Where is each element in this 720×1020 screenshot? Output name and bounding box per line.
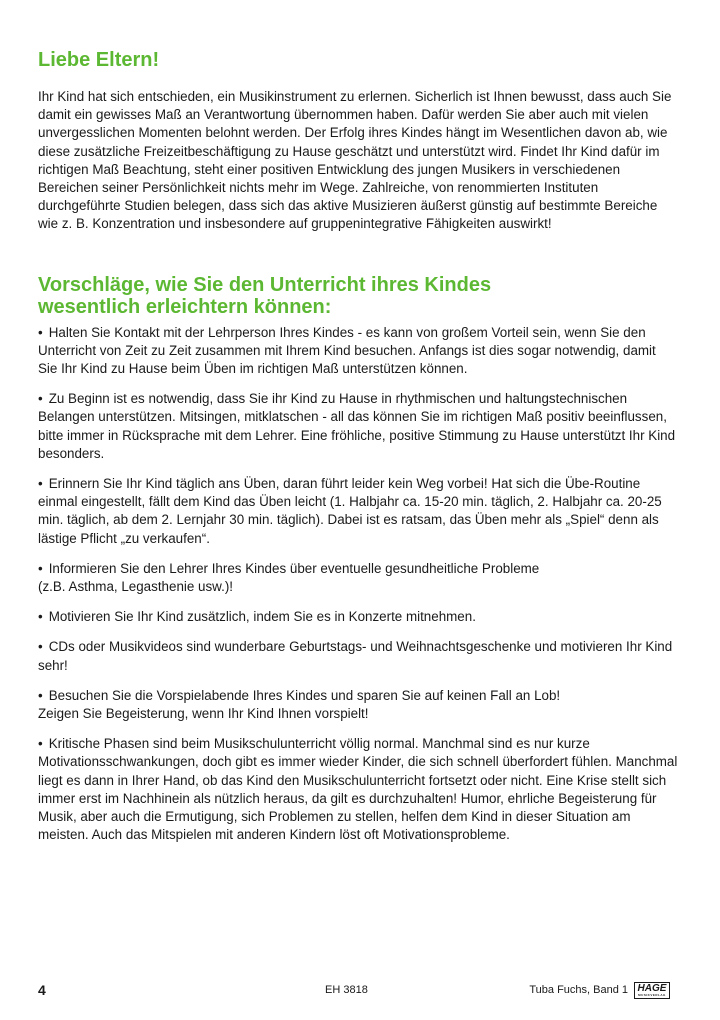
- page-number: 4: [38, 982, 46, 998]
- bullet-icon: •: [38, 736, 43, 752]
- tip-item: [38, 687, 678, 723]
- tip-text: Erinnern Sie Ihr Kind täglich ans Üben, daran führt leider kein Weg vorbei! Hat sich die Übe-Routine einmal eingestellt, fällt dem Kind das Üben leicht (1. Halbjahr ca. 15-20 min. täglich, 2. Halbjahr ca. 20-25 min. täglich, ab dem 2. Lernjahr 30 min. täglich). Dabei ist es ratsam, das Üben mehr als „Spiel“ denn als lästige Pflicht „zu verkaufen“.: [38, 476, 662, 546]
- publisher-logo-text: HAGE: [637, 983, 667, 994]
- heading-vorschlaege-line1: Vorschläge, wie Sie den Unterricht ihres Kindes: [38, 273, 492, 296]
- tip-item: [38, 560, 678, 596]
- page-content: [38, 48, 678, 857]
- tip-text: Besuchen Sie die Vorspielabende Ihres Kindes und sparen Sie auf keinen Fall an Lob! Zeigen Sie Begeisterung, wenn Ihr Kind Ihnen vorspielt!: [38, 687, 561, 722]
- tips-list: [38, 324, 678, 845]
- tip-item: [38, 638, 678, 674]
- heading-vorschlaege-line2: wesentlich erleichtern können:: [38, 295, 332, 318]
- publisher-logo-subtext: MUSIKVERLAG: [638, 993, 666, 997]
- intro-paragraph: Ihr Kind hat sich entschieden, ein Musikinstrument zu erlernen. Sicherlich ist Ihnen bewusst, dass auch Sie damit ein gewisses Maß an Verantwortung übernommen haben. Dafür werden Sie aber auch mit vielen unvergesslichen Momenten belohnt werden. Der Erfolg ihres Kindes hängt im Wesentlichen davon ab, wie diese zusätzliche Freizeitbeschäftigung zu Hause geschätzt und unterstützt wird. Findet Ihr Kind dafür im richtigen Maß Beachtung, steht einer positiven Entwicklung des jungen Musikers in verschiedenen Bereichen seiner Persönlichkeit nichts mehr im Wege. Zahlreiche, von renommierten Instituten durchgeführte Studien belegen, dass sich das aktive Musizieren äußerst günstig auf bestimmte Bereiche wie z. B. Konzentration und insbesondere auf gruppenintegrative Fähigkeiten auswirkt!: [38, 89, 672, 232]
- bullet-icon: •: [38, 391, 43, 407]
- bullet-icon: •: [38, 609, 43, 625]
- tip-text: Informieren Sie den Lehrer Ihres Kindes über eventuelle gesundheitliche Probleme (z.B. Asthma, Legasthenie usw.)!: [38, 560, 540, 595]
- tip-item: [38, 475, 678, 548]
- book-title: Tuba Fuchs, Band 1: [529, 984, 628, 996]
- heading-vorschlaege: [38, 274, 678, 318]
- tip-text: Kritische Phasen sind beim Musikschulunterricht völlig normal. Manchmal sind es nur kurze Motivationsschwankungen, doch gibt es immer wieder Kinder, die sich schnell überfordert fühlen. Manchmal liegt es dann in Ihrer Hand, ob das Kind den Musikschulunterricht fortsetzt oder nicht. Eine Krise stellt sich immer erst im Nachhinein als nützlich heraus, da gilt es durchzuhalten! Humor, ehrliche Begeisterung für Musik, aber auch die Ermutigung, sich Problemen zu stellen, helfen dem Kind in dieser Situation am meisten. Auch das Mitspielen mit anderen Kindern löst oft Motivationsprobleme.: [38, 736, 678, 843]
- bullet-icon: •: [38, 639, 43, 655]
- tip-item: [38, 608, 678, 626]
- page-footer: [38, 982, 670, 1002]
- tip-item: [38, 324, 678, 379]
- bullet-icon: •: [38, 560, 43, 576]
- bullet-icon: •: [38, 476, 43, 492]
- tip-item: [38, 390, 678, 463]
- bullet-icon: •: [38, 687, 43, 703]
- bullet-icon: •: [38, 324, 43, 340]
- tip-text: Halten Sie Kontakt mit der Lehrperson Ihres Kindes - es kann von großem Vorteil sein, wenn Sie den Unterricht von Zeit zu Zeit zusammen mit Ihrem Kind besuchen. Anfangs ist dies sogar notwendig, damit Sie Ihr Kind zu Hause beim Üben im richtigen Maß unterstützen können.: [38, 324, 656, 377]
- tip-text: Motivieren Sie Ihr Kind zusätzlich, indem Sie es in Konzerte mitnehmen.: [48, 609, 476, 625]
- tip-text: CDs oder Musikvideos sind wunderbare Geburtstags- und Weihnachtsgeschenke und motivieren Ihr Kind sehr!: [38, 639, 673, 673]
- heading-liebe-eltern: Liebe Eltern!: [38, 49, 160, 71]
- tip-item: [38, 735, 678, 844]
- tip-text: Zu Beginn ist es notwendig, dass Sie ihr Kind zu Hause in rhythmischen und haltungstechnischen Belangen unterstützen. Mitsingen, mitklatschen - all das können Sie im richtigen Maß positiv beeinflussen, bitte immer in Rücksprache mit dem Lehrer. Eine fröhliche, positive Stimmung zu Hause unterstützt Ihr Kind besonders.: [38, 391, 676, 461]
- edition-code: EH 3818: [325, 984, 368, 996]
- publisher-logo-icon: [634, 982, 670, 999]
